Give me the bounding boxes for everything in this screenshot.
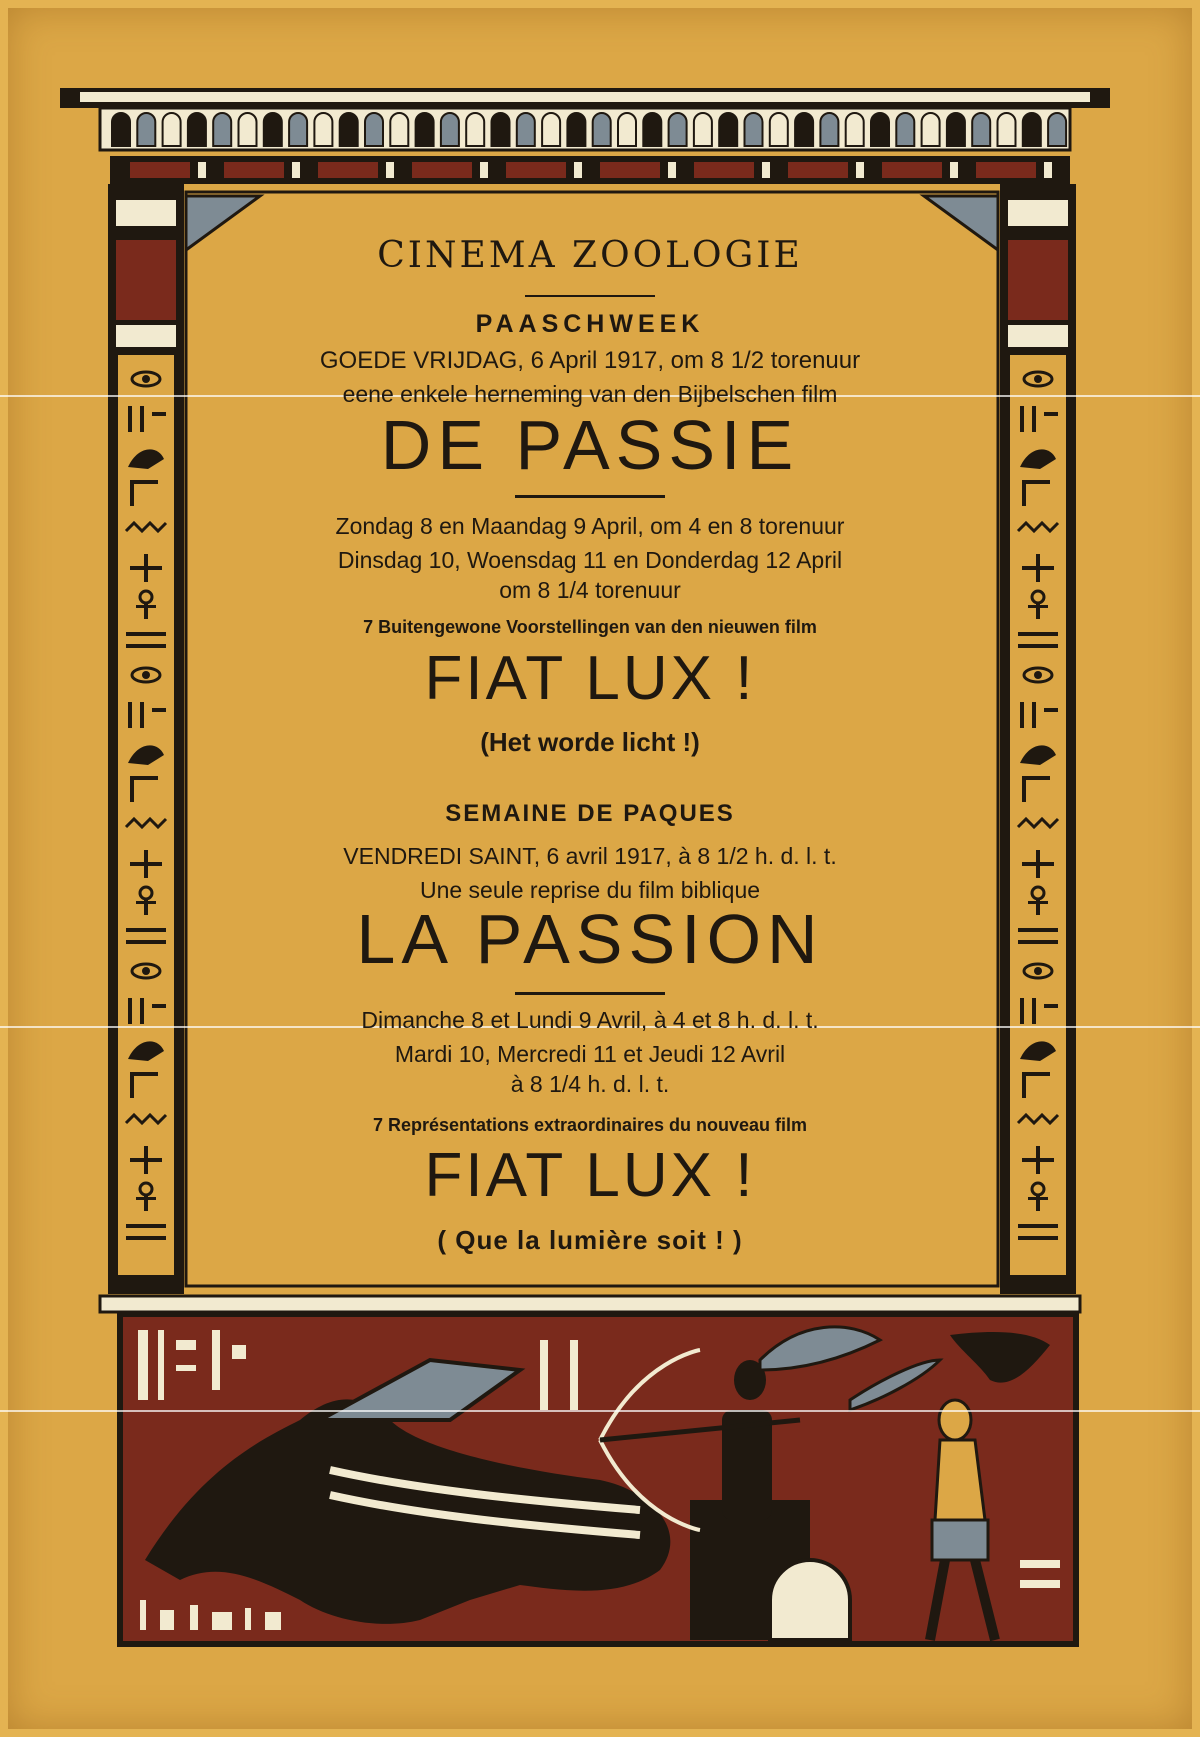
fr-date-line: VENDREDI SAINT, 6 avril 1917, à 8 1/2 h. d. l. t. [343, 843, 837, 869]
nl-intro-line: eene enkele herneming van den Bijbelschen film [342, 381, 838, 407]
left-hieroglyph-strip [118, 355, 174, 1275]
nl-film2-title: FIAT LUX ! [424, 644, 756, 713]
venue-title: CINEMA ZOOLOGIE [377, 235, 803, 276]
program-text-panel [190, 195, 990, 1280]
fr-film-title: LA PASSION [356, 900, 824, 978]
nl-schedule-line-3: om 8 1/4 torenuur [499, 577, 681, 603]
fr-schedule-line-2: Mardi 10, Mercredi 11 et Jeudi 12 Avril [394, 1041, 786, 1067]
nl-schedule-line-2: Dinsdag 10, Woensdag 11 en Donderdag 12 April [337, 547, 843, 573]
nl-heading: PAASCHWEEK [475, 310, 705, 338]
fr-heading: SEMAINE DE PAQUES [445, 800, 735, 827]
nl-film2-subtitle: (Het worde licht !) [480, 727, 700, 757]
nl-date-line: GOEDE VRIJDAG, 6 April 1917, om 8 1/2 torenuur [319, 347, 861, 374]
nl-schedule-line-1: Zondag 8 en Maandag 9 April, om 4 en 8 torenuur [335, 513, 845, 539]
fr-intro-line: Une seule reprise du film biblique [419, 877, 761, 903]
nl-film-title: DE PASSIE [380, 406, 800, 484]
fold-crease-lower [0, 1410, 1200, 1412]
fr-film2-subtitle: ( Que la lumière soit ! ) [437, 1225, 743, 1255]
base-ledge [100, 1296, 1080, 1312]
fr-film2-title: FIAT LUX ! [424, 1141, 756, 1210]
fr-schedule-line-1: Dimanche 8 et Lundi 9 Avril, à 4 et 8 h. d. l. t. [361, 1007, 819, 1033]
fr-extra-line: 7 Représentations extraordinaires du nouveau film [372, 1115, 808, 1135]
right-hieroglyph-strip [1010, 355, 1066, 1275]
fr-schedule-line-3: à 8 1/4 h. d. l. t. [510, 1071, 670, 1097]
nl-extra-line: 7 Buitengewone Voorstellingen van den nieuwen film [363, 617, 817, 637]
